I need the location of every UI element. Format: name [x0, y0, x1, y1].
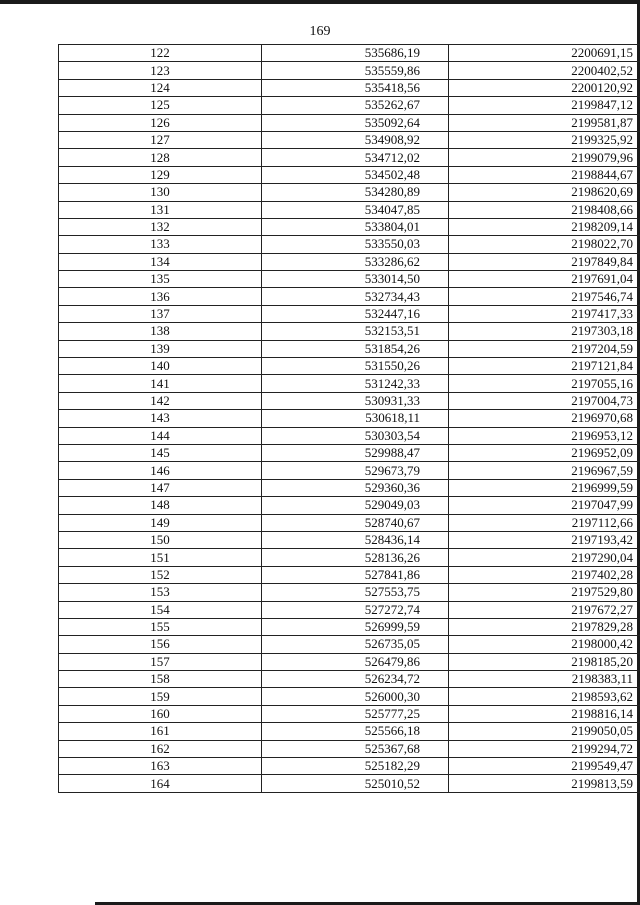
x-coordinate-cell: 526234,72 — [262, 671, 449, 688]
x-coordinate-cell: 529049,03 — [262, 497, 449, 514]
y-coordinate-cell: 2197849,84 — [449, 253, 640, 270]
point-number-cell: 148 — [59, 497, 262, 514]
y-coordinate-cell: 2198844,67 — [449, 166, 640, 183]
table-row — [59, 271, 640, 288]
scan-edge-top — [0, 0, 640, 4]
point-number-cell: 143 — [59, 410, 262, 427]
y-coordinate-cell: 2198408,66 — [449, 201, 640, 218]
table-row — [59, 410, 640, 427]
point-number-cell: 142 — [59, 392, 262, 409]
table-row — [59, 45, 640, 62]
y-coordinate-cell: 2200120,92 — [449, 79, 640, 96]
y-coordinate-cell: 2200402,52 — [449, 62, 640, 79]
table-row — [59, 601, 640, 618]
y-coordinate-cell: 2197546,74 — [449, 288, 640, 305]
point-number-cell: 157 — [59, 653, 262, 670]
x-coordinate-cell: 534502,48 — [262, 166, 449, 183]
y-coordinate-cell: 2199079,96 — [449, 149, 640, 166]
point-number-cell: 149 — [59, 514, 262, 531]
x-coordinate-cell: 533286,62 — [262, 253, 449, 270]
table-row — [59, 253, 640, 270]
point-number-cell: 164 — [59, 775, 262, 792]
point-number-cell: 140 — [59, 358, 262, 375]
table-row — [59, 62, 640, 79]
point-number-cell: 128 — [59, 149, 262, 166]
table-row — [59, 427, 640, 444]
y-coordinate-cell: 2197303,18 — [449, 323, 640, 340]
y-coordinate-cell: 2197112,66 — [449, 514, 640, 531]
point-number-cell: 137 — [59, 305, 262, 322]
point-number-cell: 135 — [59, 271, 262, 288]
point-number-cell: 139 — [59, 340, 262, 357]
table-row — [59, 618, 640, 635]
point-number-cell: 158 — [59, 671, 262, 688]
y-coordinate-cell: 2196952,09 — [449, 444, 640, 461]
x-coordinate-cell: 533014,50 — [262, 271, 449, 288]
y-coordinate-cell: 2198022,70 — [449, 236, 640, 253]
point-number-cell: 155 — [59, 618, 262, 635]
y-coordinate-cell: 2197204,59 — [449, 340, 640, 357]
point-number-cell: 156 — [59, 636, 262, 653]
y-coordinate-cell: 2198383,11 — [449, 671, 640, 688]
point-number-cell: 126 — [59, 114, 262, 131]
point-number-cell: 146 — [59, 462, 262, 479]
y-coordinate-cell: 2196953,12 — [449, 427, 640, 444]
x-coordinate-cell: 526999,59 — [262, 618, 449, 635]
table-row — [59, 584, 640, 601]
table-row — [59, 375, 640, 392]
x-coordinate-cell: 531242,33 — [262, 375, 449, 392]
y-coordinate-cell: 2196999,59 — [449, 479, 640, 496]
x-coordinate-cell: 533550,03 — [262, 236, 449, 253]
table-row — [59, 149, 640, 166]
point-number-cell: 127 — [59, 131, 262, 148]
table-row — [59, 392, 640, 409]
point-number-cell: 132 — [59, 218, 262, 235]
point-number-cell: 124 — [59, 79, 262, 96]
x-coordinate-cell: 535559,86 — [262, 62, 449, 79]
y-coordinate-cell: 2197047,99 — [449, 497, 640, 514]
y-coordinate-cell: 2197691,04 — [449, 271, 640, 288]
x-coordinate-cell: 526479,86 — [262, 653, 449, 670]
y-coordinate-cell: 2197402,28 — [449, 566, 640, 583]
y-coordinate-cell: 2200691,15 — [449, 45, 640, 62]
y-coordinate-cell: 2197672,27 — [449, 601, 640, 618]
x-coordinate-cell: 529360,36 — [262, 479, 449, 496]
x-coordinate-cell: 534712,02 — [262, 149, 449, 166]
page-number: 169 — [309, 24, 331, 39]
point-number-cell: 136 — [59, 288, 262, 305]
point-number-cell: 147 — [59, 479, 262, 496]
x-coordinate-cell: 528740,67 — [262, 514, 449, 531]
point-number-cell: 130 — [59, 184, 262, 201]
table-row — [59, 131, 640, 148]
x-coordinate-cell: 530618,11 — [262, 410, 449, 427]
table-row — [59, 340, 640, 357]
x-coordinate-cell: 535262,67 — [262, 97, 449, 114]
table-row — [59, 705, 640, 722]
y-coordinate-cell: 2197121,84 — [449, 358, 640, 375]
x-coordinate-cell: 530931,33 — [262, 392, 449, 409]
coordinates-table — [58, 44, 640, 793]
table-row — [59, 462, 640, 479]
table-row — [59, 97, 640, 114]
table-row — [59, 218, 640, 235]
table-row — [59, 444, 640, 461]
y-coordinate-cell: 2198000,42 — [449, 636, 640, 653]
point-number-cell: 129 — [59, 166, 262, 183]
x-coordinate-cell: 528436,14 — [262, 531, 449, 548]
x-coordinate-cell: 529673,79 — [262, 462, 449, 479]
x-coordinate-cell: 526735,05 — [262, 636, 449, 653]
y-coordinate-cell: 2199294,72 — [449, 740, 640, 757]
x-coordinate-cell: 534047,85 — [262, 201, 449, 218]
point-number-cell: 125 — [59, 97, 262, 114]
point-number-cell: 154 — [59, 601, 262, 618]
x-coordinate-cell: 532153,51 — [262, 323, 449, 340]
table-row — [59, 114, 640, 131]
x-coordinate-cell: 527553,75 — [262, 584, 449, 601]
y-coordinate-cell: 2196967,59 — [449, 462, 640, 479]
x-coordinate-cell: 531550,26 — [262, 358, 449, 375]
point-number-cell: 151 — [59, 549, 262, 566]
table-row — [59, 549, 640, 566]
x-coordinate-cell: 525010,52 — [262, 775, 449, 792]
point-number-cell: 131 — [59, 201, 262, 218]
table-row — [59, 201, 640, 218]
point-number-cell: 161 — [59, 723, 262, 740]
table-row — [59, 479, 640, 496]
table-row — [59, 688, 640, 705]
point-number-cell: 134 — [59, 253, 262, 270]
x-coordinate-cell: 528136,26 — [262, 549, 449, 566]
table-row — [59, 497, 640, 514]
point-number-cell: 141 — [59, 375, 262, 392]
point-number-cell: 138 — [59, 323, 262, 340]
point-number-cell: 123 — [59, 62, 262, 79]
point-number-cell: 122 — [59, 45, 262, 62]
point-number-cell: 144 — [59, 427, 262, 444]
x-coordinate-cell: 530303,54 — [262, 427, 449, 444]
y-coordinate-cell: 2197055,16 — [449, 375, 640, 392]
table-row — [59, 775, 640, 792]
table-row — [59, 166, 640, 183]
x-coordinate-cell: 526000,30 — [262, 688, 449, 705]
y-coordinate-cell: 2197529,80 — [449, 584, 640, 601]
x-coordinate-cell: 533804,01 — [262, 218, 449, 235]
y-coordinate-cell: 2197290,04 — [449, 549, 640, 566]
y-coordinate-cell: 2198816,14 — [449, 705, 640, 722]
table-row — [59, 236, 640, 253]
point-number-cell: 150 — [59, 531, 262, 548]
table-row — [59, 288, 640, 305]
table-row — [59, 184, 640, 201]
table-row — [59, 653, 640, 670]
x-coordinate-cell: 525182,29 — [262, 758, 449, 775]
x-coordinate-cell: 529988,47 — [262, 444, 449, 461]
point-number-cell: 159 — [59, 688, 262, 705]
table-row — [59, 723, 640, 740]
x-coordinate-cell: 535092,64 — [262, 114, 449, 131]
x-coordinate-cell: 535418,56 — [262, 79, 449, 96]
table-row — [59, 79, 640, 96]
y-coordinate-cell: 2197193,42 — [449, 531, 640, 548]
table-row — [59, 758, 640, 775]
y-coordinate-cell: 2197004,73 — [449, 392, 640, 409]
x-coordinate-cell: 525367,68 — [262, 740, 449, 757]
x-coordinate-cell: 531854,26 — [262, 340, 449, 357]
point-number-cell: 152 — [59, 566, 262, 583]
x-coordinate-cell: 527841,86 — [262, 566, 449, 583]
y-coordinate-cell: 2199813,59 — [449, 775, 640, 792]
table-row — [59, 305, 640, 322]
y-coordinate-cell: 2198620,69 — [449, 184, 640, 201]
coordinates-table-body — [59, 45, 640, 793]
point-number-cell: 162 — [59, 740, 262, 757]
table-row — [59, 740, 640, 757]
y-coordinate-cell: 2199050,05 — [449, 723, 640, 740]
table-row — [59, 566, 640, 583]
table-row — [59, 671, 640, 688]
table-row — [59, 358, 640, 375]
x-coordinate-cell: 535686,19 — [262, 45, 449, 62]
y-coordinate-cell: 2199581,87 — [449, 114, 640, 131]
y-coordinate-cell: 2199325,92 — [449, 131, 640, 148]
x-coordinate-cell: 532734,43 — [262, 288, 449, 305]
point-number-cell: 133 — [59, 236, 262, 253]
y-coordinate-cell: 2199847,12 — [449, 97, 640, 114]
y-coordinate-cell: 2198593,62 — [449, 688, 640, 705]
table-row — [59, 514, 640, 531]
x-coordinate-cell: 525777,25 — [262, 705, 449, 722]
x-coordinate-cell: 532447,16 — [262, 305, 449, 322]
y-coordinate-cell: 2196970,68 — [449, 410, 640, 427]
table-row — [59, 636, 640, 653]
point-number-cell: 163 — [59, 758, 262, 775]
y-coordinate-cell: 2198209,14 — [449, 218, 640, 235]
x-coordinate-cell: 525566,18 — [262, 723, 449, 740]
y-coordinate-cell: 2198185,20 — [449, 653, 640, 670]
x-coordinate-cell: 534280,89 — [262, 184, 449, 201]
point-number-cell: 145 — [59, 444, 262, 461]
x-coordinate-cell: 527272,74 — [262, 601, 449, 618]
y-coordinate-cell: 2197417,33 — [449, 305, 640, 322]
point-number-cell: 153 — [59, 584, 262, 601]
y-coordinate-cell: 2199549,47 — [449, 758, 640, 775]
point-number-cell: 160 — [59, 705, 262, 722]
y-coordinate-cell: 2197829,28 — [449, 618, 640, 635]
table-row — [59, 531, 640, 548]
table-row — [59, 323, 640, 340]
x-coordinate-cell: 534908,92 — [262, 131, 449, 148]
